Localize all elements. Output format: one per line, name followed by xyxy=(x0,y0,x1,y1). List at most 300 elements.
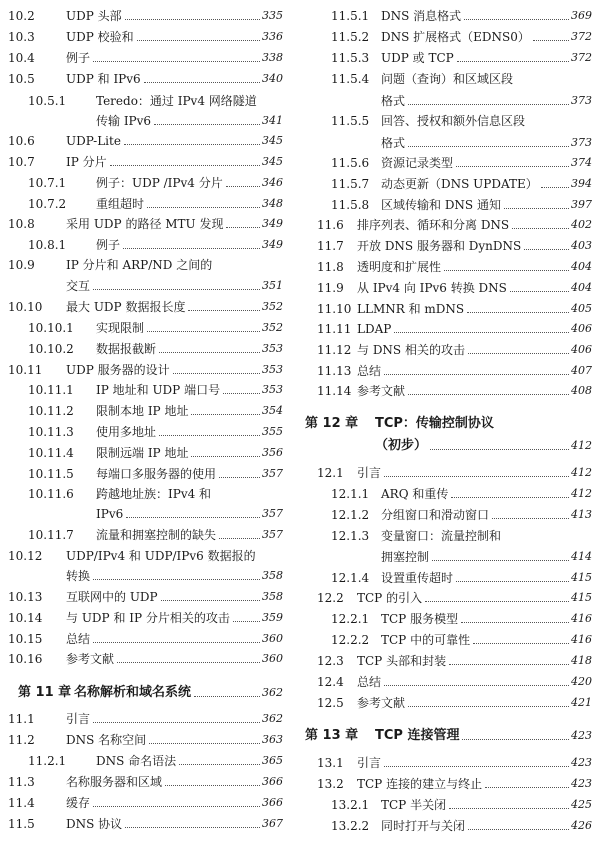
toc-entry[interactable] xyxy=(0,128,283,148)
toc-entry-title: 格式 xyxy=(381,94,406,108)
toc-entry[interactable] xyxy=(0,790,283,810)
toc-entry[interactable] xyxy=(0,149,283,169)
toc-entry-number: 13.2.2 xyxy=(331,819,370,833)
toc-entry-number: 11.9 xyxy=(317,281,344,295)
toc-entry-number: 10.12 xyxy=(8,549,43,563)
toc-entry-number: 10.7 xyxy=(8,155,35,169)
toc-entry[interactable] xyxy=(0,605,283,625)
toc-entry[interactable] xyxy=(0,88,283,108)
toc-leader-dots xyxy=(117,661,260,663)
toc-entry[interactable] xyxy=(301,358,592,378)
toc-entry-title: 传输 IPv6 xyxy=(96,114,152,128)
toc-entry[interactable] xyxy=(0,748,283,768)
toc-entry-title: IPv6 xyxy=(96,507,124,521)
toc-entry-title: UDP 头部 xyxy=(66,9,122,23)
toc-entry-number: 11.5.1 xyxy=(331,9,370,23)
toc-entry-number: 11.4 xyxy=(8,796,35,810)
toc-entry-title: 转换 xyxy=(66,569,91,583)
toc-entry-title: 名称解析和域名系统 xyxy=(74,685,192,700)
toc-entry-number: 11.14 xyxy=(317,384,352,398)
toc-entry-number: 11.7 xyxy=(317,239,344,253)
toc-entry[interactable] xyxy=(301,192,592,212)
toc-leader-dots xyxy=(226,185,260,187)
toc-entry[interactable] xyxy=(301,771,592,791)
toc-entry-title: IP 分片和 ARP/ND 之间的 xyxy=(66,258,213,272)
toc-page-number: 335 xyxy=(262,9,283,22)
toc-entry[interactable] xyxy=(0,377,283,397)
toc-entry[interactable] xyxy=(301,481,592,501)
toc-entry-number: 11.5.8 xyxy=(331,198,370,212)
toc-entry-number: 10.9 xyxy=(8,258,35,272)
toc-entry-number: 10.14 xyxy=(8,611,43,625)
toc-page-number: 356 xyxy=(262,446,283,459)
toc-page-number: 360 xyxy=(262,652,283,665)
toc-page-number: 338 xyxy=(262,51,283,64)
toc-entry-number: 10.10.2 xyxy=(28,342,74,356)
toc-leader-dots xyxy=(226,226,260,228)
toc-entry-number: 13.2 xyxy=(317,777,344,791)
toc-entry[interactable] xyxy=(0,769,283,789)
toc-entry-title: 限制本地 IP 地址 xyxy=(96,404,189,418)
toc-page-number: 362 xyxy=(262,712,283,725)
toc-entry[interactable] xyxy=(301,627,592,647)
toc-entry[interactable] xyxy=(301,813,592,833)
toc-entry[interactable] xyxy=(301,669,592,689)
toc-entry-number: 10.11.3 xyxy=(28,425,74,439)
toc-leader-dots xyxy=(219,476,260,478)
toc-entry[interactable] xyxy=(0,66,283,86)
toc-entry[interactable] xyxy=(0,170,283,190)
toc-entry-title: ARQ 和重传 xyxy=(381,487,449,501)
toc-page-number: 352 xyxy=(262,321,283,334)
toc-entry[interactable] xyxy=(301,212,592,232)
toc-leader-dots xyxy=(408,145,569,147)
toc-entry[interactable] xyxy=(301,254,592,274)
toc-entry-title: IP 地址和 UDP 端口号 xyxy=(96,383,221,397)
toc-entry-title: 例子 xyxy=(66,51,91,65)
toc-page-number: 362 xyxy=(262,686,283,699)
toc-entry[interactable] xyxy=(0,727,283,747)
toc-page-number: 357 xyxy=(262,528,283,541)
toc-entry-title: 总结 xyxy=(357,675,382,689)
toc-entry-title: 引言 xyxy=(66,712,91,726)
toc-entry-title: TCP 连接的建立与终止 xyxy=(357,777,483,791)
toc-leader-dots xyxy=(165,784,260,786)
toc-chapter-entry[interactable] xyxy=(301,723,592,743)
toc-entry[interactable] xyxy=(0,706,283,726)
toc-entry[interactable] xyxy=(0,543,283,563)
toc-entry-title: UDP 服务器的设计 xyxy=(66,363,170,377)
toc-entry-number: 10.11 xyxy=(8,363,43,377)
toc-leader-dots xyxy=(191,455,260,457)
toc-page-number: 357 xyxy=(262,467,283,480)
toc-entry-number: 10.5.1 xyxy=(28,94,67,108)
toc-page-number: 405 xyxy=(571,302,592,315)
toc-entry-title: 资源记录类型 xyxy=(381,156,454,170)
toc-leader-dots xyxy=(533,39,569,41)
toc-entry-number: 10.11.4 xyxy=(28,446,74,460)
toc-leader-dots xyxy=(159,434,260,436)
toc-entry-number: 12.1.2 xyxy=(331,508,370,522)
toc-entry-number: 10.16 xyxy=(8,652,43,666)
toc-leader-dots xyxy=(432,559,569,561)
toc-leader-dots xyxy=(456,580,569,582)
toc-leader-dots xyxy=(394,331,569,333)
toc-page-number: 426 xyxy=(571,819,592,832)
toc-page-number: 366 xyxy=(262,796,283,809)
toc-entry[interactable] xyxy=(0,336,283,356)
toc-leader-dots xyxy=(93,288,260,290)
toc-entry-number: 12.1.1 xyxy=(331,487,370,501)
toc-page-number: 352 xyxy=(262,300,283,313)
toc-entry[interactable] xyxy=(0,232,283,252)
toc-page-number: 406 xyxy=(571,343,592,356)
toc-entry[interactable] xyxy=(0,501,283,521)
toc-page-number: 425 xyxy=(571,798,592,811)
toc-entry[interactable] xyxy=(0,481,283,501)
toc-entry[interactable] xyxy=(0,522,283,542)
toc-page-number: 353 xyxy=(262,342,283,355)
toc-leader-dots xyxy=(194,695,260,697)
toc-leader-dots xyxy=(512,227,569,229)
toc-entry[interactable] xyxy=(0,211,283,231)
toc-entry-number: 11.2 xyxy=(8,733,35,747)
toc-entry-title: 引言 xyxy=(357,756,382,770)
toc-entry-number: 10.10 xyxy=(8,300,43,314)
toc-entry[interactable] xyxy=(301,648,592,668)
toc-page-number: 348 xyxy=(262,197,283,210)
toc-entry-number: 11.8 xyxy=(317,260,344,274)
toc-leader-dots xyxy=(125,18,260,20)
toc-entry[interactable] xyxy=(301,565,592,585)
toc-leader-dots xyxy=(159,351,260,353)
toc-entry-number: 11.5.4 xyxy=(331,72,370,86)
toc-leader-dots xyxy=(233,620,260,622)
toc-entry-number: 11.6 xyxy=(317,218,344,232)
toc-entry-title: 设置重传超时 xyxy=(381,571,454,585)
toc-entry[interactable] xyxy=(301,24,592,44)
toc-leader-dots xyxy=(161,599,260,601)
toc-entry-title: DNS 命名语法 xyxy=(96,754,177,768)
toc-entry[interactable] xyxy=(301,606,592,626)
toc-page-number: 418 xyxy=(571,654,592,667)
toc-page-number: 402 xyxy=(571,218,592,231)
toc-leader-dots xyxy=(93,721,260,723)
toc-entry[interactable] xyxy=(301,45,592,65)
toc-page-number: 373 xyxy=(571,136,592,149)
toc-entry-number: 第 12 章 xyxy=(305,416,359,431)
toc-entry-number: 11.13 xyxy=(317,364,352,378)
toc-leader-dots xyxy=(144,81,260,83)
toc-page-number: 358 xyxy=(262,569,283,582)
toc-entry-number: 10.10.1 xyxy=(28,321,74,335)
toc-entry-title: DNS 协议 xyxy=(66,817,123,831)
toc-entry[interactable] xyxy=(301,233,592,253)
toc-page-number: 423 xyxy=(571,729,592,742)
toc-entry[interactable] xyxy=(0,357,283,377)
toc-entry[interactable] xyxy=(301,316,592,336)
toc-leader-dots xyxy=(124,143,260,145)
toc-entry[interactable] xyxy=(0,24,283,44)
toc-page-number: 397 xyxy=(571,198,592,211)
toc-entry[interactable] xyxy=(0,108,283,128)
toc-leader-dots xyxy=(384,684,569,686)
toc-entry-number: 第 11 章 xyxy=(18,685,72,700)
toc-entry[interactable] xyxy=(0,3,283,23)
toc-entry[interactable] xyxy=(0,419,283,439)
toc-entry-title: LDAP xyxy=(357,322,392,336)
toc-leader-dots xyxy=(444,269,569,271)
toc-chapter-entry[interactable] xyxy=(301,411,592,431)
toc-entry-title: 总结 xyxy=(357,364,382,378)
toc-entry-title: 问题（查询）和区域区段 xyxy=(381,72,514,86)
toc-entry-title: 总结 xyxy=(66,632,91,646)
toc-entry-number: 12.2.2 xyxy=(331,633,370,647)
toc-page-number: 374 xyxy=(571,156,592,169)
toc-entry[interactable] xyxy=(301,544,592,564)
toc-page-number: 413 xyxy=(571,508,592,521)
toc-entry[interactable] xyxy=(0,584,283,604)
toc-entry[interactable] xyxy=(0,273,283,293)
toc-entry[interactable] xyxy=(301,88,592,108)
toc-entry-title: DNS 扩展格式（EDNS0） xyxy=(381,30,530,44)
toc-leader-dots xyxy=(449,663,569,665)
toc-leader-dots xyxy=(125,826,260,828)
toc-entry-number: 11.11 xyxy=(317,322,352,336)
toc-entry-number: 10.11.1 xyxy=(28,383,74,397)
toc-entry[interactable] xyxy=(301,171,592,191)
toc-leader-dots xyxy=(467,311,569,313)
toc-entry[interactable] xyxy=(301,585,592,605)
toc-entry-title: 与 UDP 和 IP 分片相关的攻击 xyxy=(66,611,230,625)
toc-page-number: 404 xyxy=(571,281,592,294)
toc-leader-dots xyxy=(191,413,260,415)
toc-leader-dots xyxy=(468,352,569,354)
toc-page-number: 346 xyxy=(262,176,283,189)
toc-entry-title: Teredo：通过 IPv4 网络隧道 xyxy=(96,94,257,108)
toc-entry-title: 采用 UDP 的路径 MTU 发现 xyxy=(66,217,224,231)
toc-page-number: 353 xyxy=(262,363,283,376)
toc-entry[interactable] xyxy=(301,66,592,86)
toc-page-number: 372 xyxy=(571,30,592,43)
toc-entry[interactable] xyxy=(301,690,592,710)
toc-entry[interactable] xyxy=(301,108,592,128)
toc-page-number: 421 xyxy=(571,696,592,709)
toc-leader-dots xyxy=(541,186,569,188)
toc-page-number: 423 xyxy=(571,777,592,790)
toc-entry-title: TCP 中的可靠性 xyxy=(381,633,471,647)
toc-leader-dots xyxy=(147,206,260,208)
toc-page-number: 416 xyxy=(571,633,592,646)
toc-entry-title: 与 DNS 相关的攻击 xyxy=(357,343,465,357)
toc-entry-number: 10.11.6 xyxy=(28,487,74,501)
toc-entry[interactable] xyxy=(301,130,592,150)
toc-entry-title: 重组超时 xyxy=(96,197,145,211)
toc-entry-number: 10.11.7 xyxy=(28,528,74,542)
toc-entry[interactable] xyxy=(301,502,592,522)
toc-page-number: 423 xyxy=(571,756,592,769)
toc-leader-dots xyxy=(468,828,569,830)
toc-entry-title: 例子：UDP /IPv4 分片 xyxy=(96,176,223,190)
toc-entry-title: 每端口多服务器的使用 xyxy=(96,467,217,481)
toc-leader-dots xyxy=(126,516,260,518)
toc-entry-number: 12.1.4 xyxy=(331,571,370,585)
toc-entry-title: 使用多地址 xyxy=(96,425,157,439)
toc-entry-title: 变量窗口：流量控制和 xyxy=(381,529,502,543)
toc-entry[interactable] xyxy=(301,792,592,812)
toc-leader-dots xyxy=(93,641,260,643)
toc-leader-dots xyxy=(219,537,260,539)
toc-entry[interactable] xyxy=(301,523,592,543)
toc-leader-dots xyxy=(425,600,569,602)
toc-entry-number: 第 13 章 xyxy=(305,728,359,743)
toc-entry-number: 12.5 xyxy=(317,696,344,710)
toc-entry-title: 从 IPv4 向 IPv6 转换 DNS xyxy=(357,281,507,295)
toc-entry-title: 透明度和扩展性 xyxy=(357,260,442,274)
toc-page-number: 365 xyxy=(262,754,283,767)
toc-entry-number: 11.5.3 xyxy=(331,51,370,65)
toc-page-number: 358 xyxy=(262,590,283,603)
toc-entry-title: 数据报截断 xyxy=(96,342,157,356)
toc-page-number: 349 xyxy=(262,238,283,251)
toc-leader-dots xyxy=(457,60,569,62)
toc-entry[interactable] xyxy=(0,398,283,418)
toc-entry[interactable] xyxy=(301,296,592,316)
toc-page-number: 415 xyxy=(571,591,592,604)
toc-entry-title: 流量和拥塞控制的缺失 xyxy=(96,528,217,542)
toc-leader-dots xyxy=(137,39,260,41)
toc-leader-dots xyxy=(123,247,260,249)
toc-page-number: 366 xyxy=(262,775,283,788)
toc-entry-title: LLMNR 和 mDNS xyxy=(357,302,465,316)
toc-entry-title: 回答、授权和额外信息区段 xyxy=(381,114,526,128)
toc-entry-title: 例子 xyxy=(96,238,121,252)
toc-entry[interactable] xyxy=(0,811,283,831)
toc-page-number: 340 xyxy=(262,72,283,85)
toc-entry-title: 互联网中的 UDP xyxy=(66,590,158,604)
toc-entry-number: 11.5.6 xyxy=(331,156,370,170)
toc-entry-number: 12.3 xyxy=(317,654,344,668)
toc-leader-dots xyxy=(384,765,569,767)
toc-entry[interactable] xyxy=(301,750,592,770)
toc-entry[interactable] xyxy=(301,460,592,480)
toc-entry[interactable] xyxy=(0,563,283,583)
toc-leader-dots xyxy=(456,165,569,167)
toc-page-number: 408 xyxy=(571,384,592,397)
toc-entry-number: 10.7.2 xyxy=(28,197,67,211)
toc-entry-number: 11.5.7 xyxy=(331,177,370,191)
toc-page-number: 416 xyxy=(571,612,592,625)
toc-entry[interactable] xyxy=(301,275,592,295)
toc-leader-dots xyxy=(451,496,569,498)
toc-entry[interactable] xyxy=(0,440,283,460)
toc-entry[interactable] xyxy=(301,337,592,357)
toc-leader-dots xyxy=(492,517,569,519)
toc-leader-dots xyxy=(485,786,569,788)
toc-page-number: 412 xyxy=(571,487,592,500)
toc-entry-number: 10.5 xyxy=(8,72,35,86)
toc-entry[interactable] xyxy=(0,191,283,211)
toc-leader-dots xyxy=(462,738,569,740)
toc-leader-dots xyxy=(173,372,260,374)
toc-entry-title: 参考文献 xyxy=(357,384,406,398)
toc-entry-title: 引言 xyxy=(357,466,382,480)
toc-page-number: 351 xyxy=(262,279,283,292)
toc-entry-number: 11.3 xyxy=(8,775,35,789)
toc-entry-number: 12.1.3 xyxy=(331,529,370,543)
toc-chapter-entry[interactable] xyxy=(301,433,592,453)
toc-entry[interactable] xyxy=(0,45,283,65)
toc-entry-title: 同时打开与关闭 xyxy=(381,819,466,833)
toc-entry[interactable] xyxy=(301,378,592,398)
toc-entry-title: IP 分片 xyxy=(66,155,107,169)
toc-entry-title: 限制远端 IP 地址 xyxy=(96,446,189,460)
toc-page-number: 414 xyxy=(571,550,592,563)
toc-leader-dots xyxy=(449,807,569,809)
toc-leader-dots xyxy=(408,393,569,395)
toc-entry-title: UDP/IPv4 和 UDP/IPv6 数据报的 xyxy=(66,549,256,563)
toc-leader-dots xyxy=(110,164,260,166)
toc-page-number: 345 xyxy=(262,134,283,147)
toc-entry-title: 开放 DNS 服务器和 DynDNS xyxy=(357,239,522,253)
toc-entry-title: 缓存 xyxy=(66,796,91,810)
toc-leader-dots xyxy=(473,642,569,644)
toc-entry-title: 最大 UDP 数据报长度 xyxy=(66,300,186,314)
toc-entry-title: TCP：传输控制协议 xyxy=(375,416,494,431)
toc-entry-number: 11.12 xyxy=(317,343,352,357)
toc-entry-number: 11.10 xyxy=(317,302,352,316)
toc-entry[interactable] xyxy=(301,3,592,23)
toc-entry-title: TCP 的引入 xyxy=(357,591,423,605)
toc-leader-dots xyxy=(524,248,569,250)
toc-entry[interactable] xyxy=(0,646,283,666)
toc-entry-number: 10.13 xyxy=(8,590,43,604)
toc-page-number: 353 xyxy=(262,383,283,396)
toc-entry[interactable] xyxy=(0,315,283,335)
toc-entry-title: TCP 头部和封装 xyxy=(357,654,447,668)
toc-entry-title: 参考文献 xyxy=(66,652,115,666)
toc-entry-title: 实现限制 xyxy=(96,321,145,335)
toc-entry-number: 12.1 xyxy=(317,466,344,480)
toc-leader-dots xyxy=(93,60,260,62)
toc-entry-number: 10.7.1 xyxy=(28,176,67,190)
toc-page-number: 367 xyxy=(262,817,283,830)
toc-entry[interactable] xyxy=(0,252,283,272)
toc-entry[interactable] xyxy=(0,294,283,314)
toc-entry-number: 13.1 xyxy=(317,756,344,770)
toc-entry-number: 10.8 xyxy=(8,217,35,231)
toc-entry[interactable] xyxy=(0,461,283,481)
toc-entry-number: 10.6 xyxy=(8,134,35,148)
toc-entry[interactable] xyxy=(0,626,283,646)
toc-chapter-entry[interactable] xyxy=(0,680,283,700)
toc-entry-number: 11.2.1 xyxy=(28,754,67,768)
toc-entry-title: 排序列表、循环和分离 DNS xyxy=(357,218,510,232)
toc-leader-dots xyxy=(461,621,569,623)
toc-page-number: 407 xyxy=(571,364,592,377)
toc-entry-number: 12.2.1 xyxy=(331,612,370,626)
toc-page-number: 349 xyxy=(262,217,283,230)
toc-leader-dots xyxy=(430,448,569,450)
toc-entry-number: 10.11.5 xyxy=(28,467,74,481)
toc-leader-dots xyxy=(147,330,260,332)
toc-page-number: 345 xyxy=(262,155,283,168)
toc-leader-dots xyxy=(93,805,260,807)
toc-page-number: 415 xyxy=(571,571,592,584)
toc-leader-dots xyxy=(408,705,569,707)
toc-entry[interactable] xyxy=(301,150,592,170)
toc-entry-title: 分组窗口和滑动窗口 xyxy=(381,508,490,522)
